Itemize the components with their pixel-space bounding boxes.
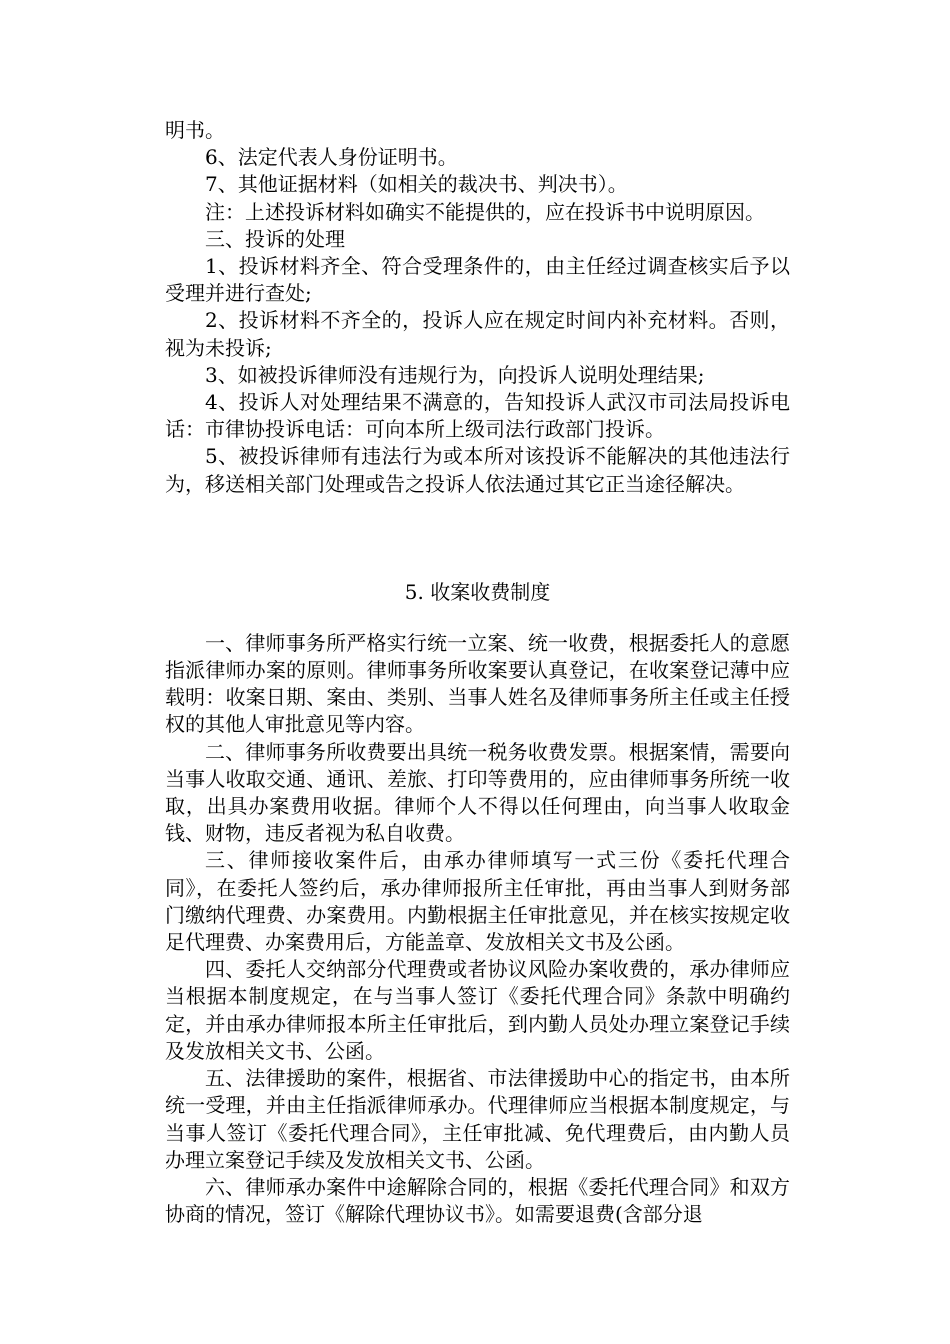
- paragraph-item-6: 6、法定代表人身份证明书。: [205, 145, 458, 170]
- paragraph-section-5: 五、法律援助的案件，根据省、市法律援助中心的指定书，由本所统一受理，并由主任指派律师承办。代理律师应当根据本制度规定，与当事人签订《委托代理合同》，主任审批减、免代理费后，由内勤人员办理立案登记手续及发放相关文书、公函。: [165, 1066, 790, 1172]
- paragraph-section-6: 六、律师承办案件中途解除合同的，根据《委托代理合同》和双方协商的情况，签订《解除代理协议书》。如需要退费(含部分退: [165, 1174, 790, 1227]
- paragraph-handling-3: 3、如被投诉律师没有违规行为，向投诉人说明处理结果;: [205, 362, 705, 387]
- section-spacer: [165, 498, 790, 579]
- section-title: 5. 收案收费制度: [404, 579, 551, 604]
- paragraph-handling-2: 2、投诉材料不齐全的，投诉人应在规定时间内补充材料。否则，视为未投诉;: [165, 308, 790, 360]
- title-spacer: [165, 606, 790, 630]
- paragraph-handling-1: 1、投诉材料齐全、符合受理条件的，由主任经过调查核实后予以受理并进行查处;: [165, 254, 790, 306]
- subheading-complaint-handling: 三、投诉的处理: [205, 226, 345, 251]
- paragraph-section-1: 一、律师事务所严格实行统一立案、统一收费，根据委托人的意愿指派律师办案的原则。律师事务所收案要认真登记，在收案登记薄中应载明：收案日期、案由、类别、当事人姓名及律师事务所主任或主任授权的其他人审批意见等内容。: [165, 630, 790, 737]
- document-page: [165, 117, 790, 1228]
- paragraph-handling-4: 4、投诉人对处理结果不满意的，告知投诉人武汉市司法局投诉电话：市律协投诉电话：可向本所上级司法行政部门投诉。: [165, 390, 790, 442]
- paragraph-note: 注：上述投诉材料如确实不能提供的，应在投诉书中说明原因。: [205, 199, 765, 224]
- paragraph-handling-5: 5、被投诉律师有违法行为或本所对该投诉不能解决的其他违法行为，移送相关部门处理或告之投诉人依法通过其它正当途径解决。: [165, 444, 790, 496]
- paragraph-item-7: 7、其他证据材料（如相关的裁决书、判决书）。: [205, 172, 628, 197]
- paragraph-section-3: 三、律师接收案件后，由承办律师填写一式三份《委托代理合同》，在委托人签约后，承办律师报所主任审批，再由当事人到财务部门缴纳代理费、办案费用。内勤根据主任审批意见，并在核实按规定收足代理费、办案费用后，方能盖章、发放相关文书及公函。: [165, 848, 790, 955]
- paragraph-continuation: 明书。: [165, 118, 225, 142]
- paragraph-section-2: 二、律师事务所收费要出具统一税务收费发票。根据案情，需要向当事人收取交通、通讯、差旅、打印等费用的，应由律师事务所统一收取，出具办案费用收据。律师个人不得以任何理由，向当事人收取金钱、财物，违反者视为私自收费。: [165, 739, 790, 846]
- paragraph-section-4: 四、委托人交纳部分代理费或者协议风险办案收费的，承办律师应当根据本制度规定，在与当事人签订《委托代理合同》条款中明确约定，并由承办律师报本所主任审批后，到内勤人员处办理立案登记手续及发放相关文书、公函。: [165, 957, 790, 1063]
